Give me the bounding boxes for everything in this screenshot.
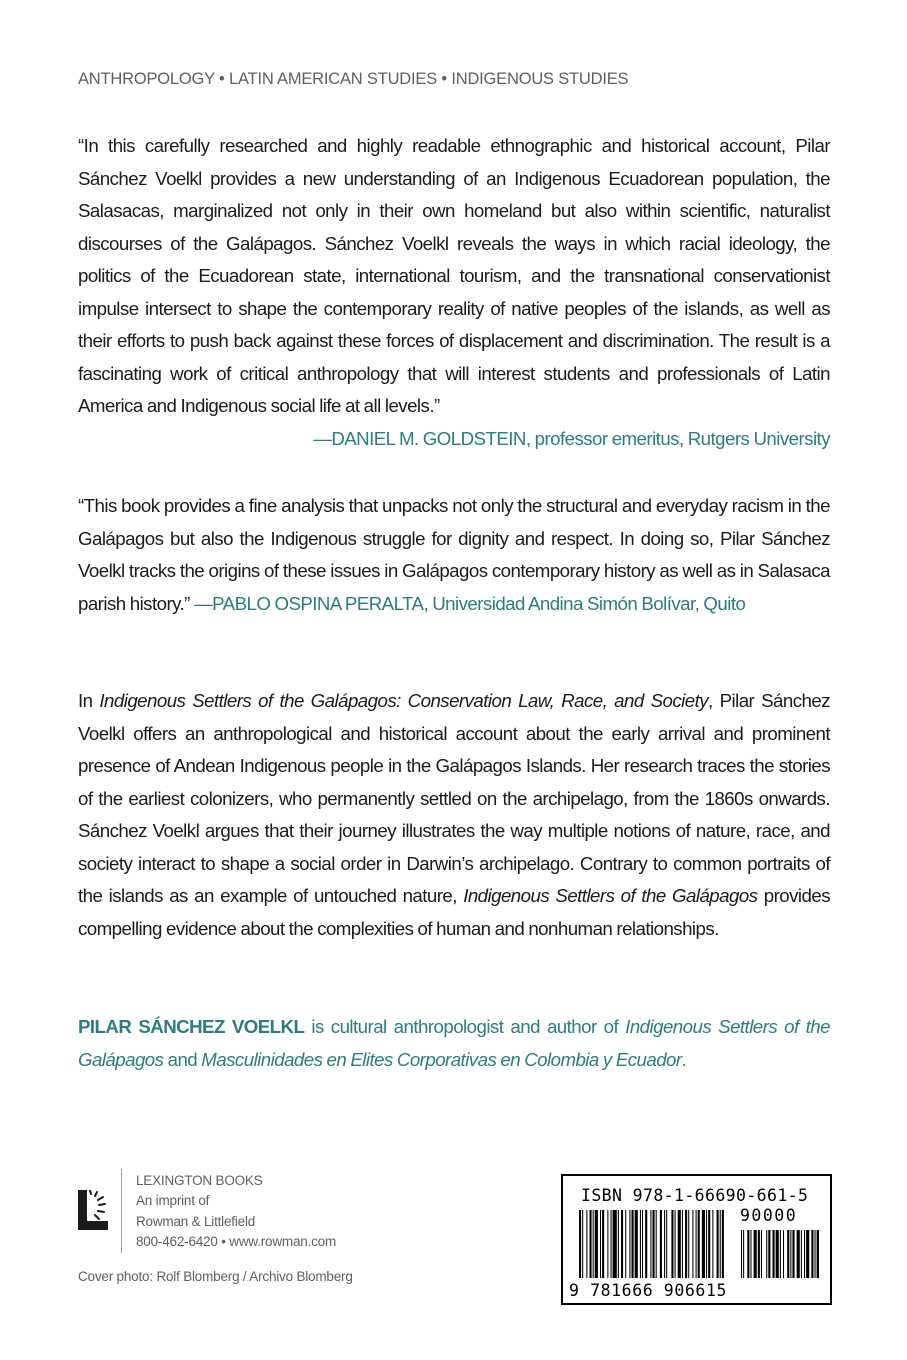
blurb-1-attribution: —DANIEL M. GOLDSTEIN, professor emeritus, Rutgers University	[313, 427, 830, 449]
barcode-addon-bar	[741, 1230, 742, 1278]
barcode-bar	[692, 1210, 693, 1278]
barcode-addon-bar	[747, 1230, 749, 1278]
barcode-bar	[650, 1210, 651, 1278]
barcode-addon-bar	[797, 1230, 800, 1278]
barcode-addon-bar	[790, 1230, 791, 1278]
blurb-2-attribution: —PABLO OSPINA PERALTA, Universidad Andina Simón Bolívar, Quito	[194, 592, 746, 614]
author-bio	[78, 1011, 830, 1076]
barcode-bar	[708, 1210, 710, 1278]
author-book-1: Indigenous Settlers of the Galápagos	[78, 1016, 830, 1070]
blurb-2-quote: “This book provides a fine analysis that unpacks not only the structural and everyday racism in the Galápagos but also the Indigenous struggle for dignity and respect. In doing so, Pilar Sánchez Voelkl tracks the origins of these issues in Galápagos contemporary history as well as in Salasaca parish history.”	[78, 495, 830, 614]
barcode-bar	[586, 1210, 587, 1278]
publisher-parent: Rowman & Littlefield	[136, 1213, 256, 1229]
blurb-2	[78, 490, 830, 620]
barcode-bar	[696, 1210, 697, 1278]
barcode-bar	[593, 1210, 594, 1278]
barcode-bar	[678, 1210, 681, 1278]
description-ending: provides compelling evidence about the complexities of human and nonhuman relationships.	[78, 885, 830, 939]
barcode-bar	[664, 1210, 665, 1278]
barcode-bar	[579, 1210, 581, 1278]
subject-categories: ANTHROPOLOGY • LATIN AMERICAN STUDIES • INDIGENOUS STUDIES	[78, 70, 629, 88]
description-book-title-short: Indigenous Settlers of the Galápagos	[463, 885, 758, 906]
barcode-addon-bar	[804, 1230, 805, 1278]
barcode-bar	[685, 1210, 687, 1278]
publisher-divider	[121, 1169, 122, 1253]
barcode-addon-bar	[754, 1230, 757, 1278]
barcode-addon-bar	[758, 1230, 760, 1278]
barcode-bar	[607, 1210, 608, 1278]
barcode-bar	[645, 1210, 647, 1278]
barcode-bar	[706, 1210, 707, 1278]
barcode-bar	[656, 1210, 657, 1278]
barcode-bar	[632, 1210, 634, 1278]
blurb-1	[78, 130, 830, 455]
barcode-bar	[720, 1210, 721, 1278]
barcode-bar	[595, 1210, 598, 1278]
barcode-bar	[629, 1210, 630, 1278]
barcode-bar	[642, 1210, 643, 1278]
description-body: , Pilar Sánchez Voelkl offers an anthropological and historical account about the early arrival and prominent presence of Andean Indigenous people in the Galápagos Islands. Her research traces the stories of the earliest colonizers, who permanently settled on the archipelago, from the 1860s onwards. Sánchez Voelkl argues that their journey illustrates the way multiple notions of nature, race, and society interact to shape a social order in Darwin’s archipelago. Contrary to common portraits of the islands as an example of untouched nature,	[78, 690, 830, 906]
barcode-bar	[625, 1210, 626, 1278]
author-name: PILAR SÁNCHEZ VOELKL	[78, 1016, 305, 1037]
barcode-addon-bar	[776, 1230, 779, 1278]
barcode-addon-bar	[811, 1230, 813, 1278]
publisher-info	[136, 1171, 336, 1252]
barcode-bar	[712, 1210, 713, 1278]
barcode-bar	[613, 1210, 617, 1278]
price-code: 90000	[740, 1206, 798, 1225]
barcode-addon-bar	[773, 1230, 775, 1278]
barcode-addon-bar	[768, 1230, 770, 1278]
barcode-addon-bar	[766, 1230, 767, 1278]
barcode-bar	[722, 1210, 724, 1278]
barcode-bar	[600, 1210, 601, 1278]
publisher-imprint: An imprint of	[136, 1193, 210, 1209]
publisher-contact: 800-462-6420 • www.rowman.com	[136, 1233, 337, 1249]
isbn-barcode	[561, 1174, 832, 1305]
barcode-bar	[640, 1210, 641, 1278]
barcode-addon-bar	[761, 1230, 762, 1278]
barcode-bar	[671, 1210, 673, 1278]
publisher-name: LEXINGTON BOOKS	[136, 1173, 263, 1188]
barcode-addon-bar	[801, 1230, 802, 1278]
ean-digits: 9 781666 906615	[569, 1281, 728, 1300]
description-book-title: Indigenous Settlers of the Galápagos: Conservation Law, Race, and Society	[99, 690, 709, 711]
barcode-bar	[653, 1210, 655, 1278]
barcode-addon-bar	[806, 1230, 809, 1278]
barcode-addon-bar	[817, 1230, 819, 1278]
cover-photo-credit: Cover photo: Rolf Blomberg / Archivo Blomberg	[78, 1269, 353, 1284]
barcode-bar	[666, 1210, 667, 1278]
author-text-3: .	[681, 1048, 687, 1070]
publisher-logo-icon	[78, 1190, 108, 1230]
description-intro: In	[78, 690, 100, 711]
barcode-bar	[635, 1210, 638, 1278]
isbn-number: ISBN 978-1-66690-661-5	[581, 1186, 809, 1205]
barcode-bars	[579, 1210, 819, 1280]
barcode-addon-bar	[783, 1230, 784, 1278]
barcode-bar	[660, 1210, 662, 1278]
barcode-bar	[682, 1210, 683, 1278]
barcode-bar	[590, 1210, 592, 1278]
barcode-addon-bar	[815, 1230, 816, 1278]
barcode-bar	[688, 1210, 689, 1278]
barcode-bar	[698, 1210, 700, 1278]
book-description	[78, 685, 830, 945]
author-book-2: Masculinidades en Elites Corporativas en Colombia y Ecuador	[201, 1048, 682, 1070]
barcode-bar	[582, 1210, 583, 1278]
barcode-bar	[717, 1210, 719, 1278]
barcode-addon-bar	[780, 1230, 781, 1278]
barcode-addon-bar	[750, 1230, 751, 1278]
barcode-addon-bar	[743, 1230, 744, 1278]
barcode-bar	[618, 1210, 619, 1278]
barcode-bar	[602, 1210, 604, 1278]
barcode-addon-bar	[787, 1230, 789, 1278]
barcode-bar	[702, 1210, 705, 1278]
barcode-bar	[675, 1210, 676, 1278]
barcode-bar	[611, 1210, 612, 1278]
author-text-1: is cultural anthropologist and author of	[304, 1016, 626, 1037]
barcode-addon-bar	[792, 1230, 794, 1278]
barcode-bar	[621, 1210, 623, 1278]
author-text-2: and	[163, 1048, 202, 1070]
blurb-1-quote: “In this carefully researched and highly readable ethnographic and historical account, Pilar Sánchez Voelkl provides a new understanding of an Indigenous Ecuadorean population, the Salasacas, marginalized not only in their own homeland but also within scientific, naturalist discourses of the Galápagos. Sánchez Voelkl reveals the ways in which racial ideology, the politics of the Ecuadorean state, international tourism, and the transnational conservationist impulse intersect to shape the contemporary reality of native peoples of the islands, as well as their efforts to push back against these forces of displacement and discrimination. The result is a fascinating work of critical anthropology that will interest students and professionals of Latin America and Indigenous social life at all levels.”	[78, 135, 830, 416]
